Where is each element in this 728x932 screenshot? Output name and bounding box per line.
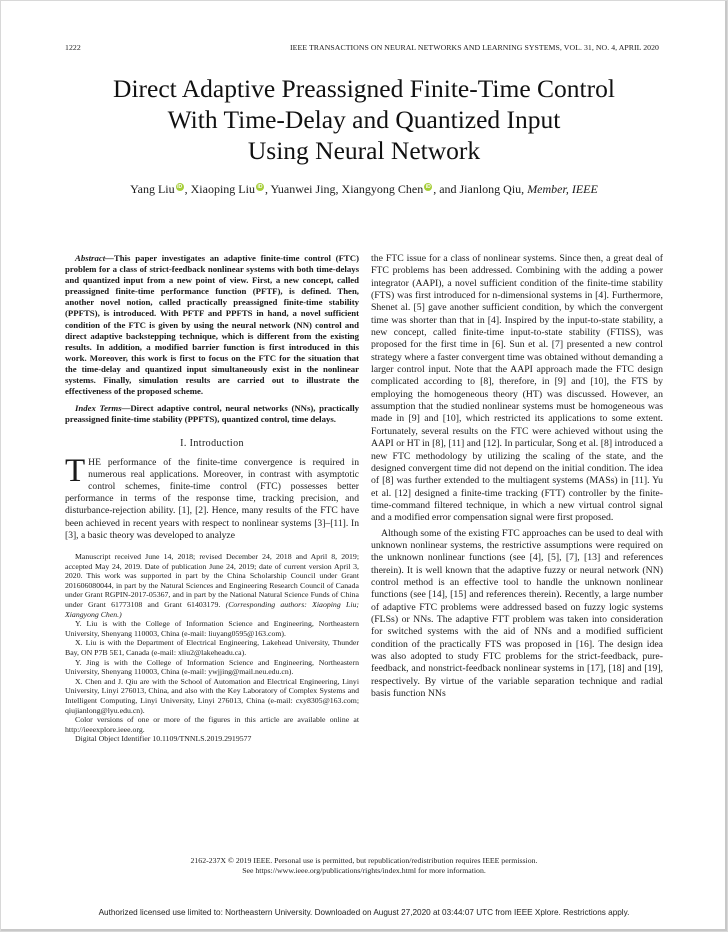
author-list: Yang Liu iD , Xiaoping Liu iD , Yuanwei Jing, Xiangyong Chen iD , and Jianlong Qiu, Member, IEEE	[130, 182, 598, 196]
index-terms	[65, 403, 359, 425]
footnote-affiliation: X. Chen and J. Qiu are with the School of Automation and Electrical Engineering, Linyi University, Linyi 276013, China, and also with the Key Laboratory of Complex Systems and Intelligent Computing, Linyi University, Linyi 276013, China (e-mail: cxy8305@163.com; qiujianlong@lyu.edu.cn).	[65, 676, 359, 715]
footnote-manuscript: Manuscript received June 14, 2018; revised December 24, 2018 and April 8, 2019; accepted May 24, 2019. Date of publication June 24, 2019; date of current version April 3, 2020. This work was supported in part by the China Scholarship Council under Grant 201606080044, in part by the Natural Sciences and Engineering Research Council of Canada under Grant RGPIN-2017-05367, and in part by the National Natural Science Funds of China under Grant 61773108 and Grant 61403179. (Corresponding authors: Xiaoping Liu; Xiangyong Chen.)	[65, 552, 359, 619]
index-terms-label: Index Terms—	[75, 403, 131, 414]
intro-text: HE performance of the finite-time convergence is required in numerous real applications. Moreover, in contrast with asymptotic control schemes, finite-time control (FTC) possesses better performance in terms of the response time, tracking precision, and disturbance-rejection ability. [1], [2]. Hence, many results of the FTC have been achieved in recent years with respect to nonlinear systems [3]–[11]. In [3], a basic theory was developed to analyze	[65, 456, 359, 541]
title-line-1: Direct Adaptive Preassigned Finite-Time Control	[113, 74, 615, 103]
footnote-affiliation: X. Liu is with the Department of Electrical Engineering, Lakehead University, Thunder Bay, ON P7B 5E1, Canada (e-mail: xliu2@lakeheadu.ca).	[65, 638, 359, 657]
author-name: Yang Liu	[130, 182, 175, 196]
orcid-icon[interactable]: iD	[425, 184, 431, 190]
page-number: 1222	[65, 43, 81, 52]
title-line-3: Using Neural Network	[247, 136, 481, 165]
copyright-notice	[65, 856, 663, 876]
drop-cap: T	[65, 452, 86, 489]
author-role: Member, IEEE	[527, 182, 598, 196]
authorized-use-notice: Authorized licensed use limited to: Northeastern University. Downloaded on August 27,2020 at 03:44:07 UTC from IEEE Xplore. Restrictions apply.	[98, 908, 630, 917]
title-line-2: With Time-Delay and Quantized Input	[167, 105, 561, 134]
footnote-doi: Digital Object Identifier 10.1109/TNNLS.2019.2919577	[75, 734, 252, 744]
author-name: Xiaoping Liu	[190, 182, 255, 196]
body-paragraph: Although some of the existing FTC approaches can be used to deal with unknown nonlinear systems, the restrictive assumptions were required on the unknown nonlinear functions (see [4], [5], [7], [13] and references therein). It is well known that the adaptive fuzzy or neural network (NN) control method is an effective tool to handle the unknown nonlinear functions (see [14], [15] and references therein). Recently, a large number of adaptive FTC problems were addressed based on fuzzy logic systems (FLSs) or NNs. The adaptive FTT problem was taken into consideration for switched systems with the aid of NNs and a modified sufficient condition of the practically FTS was proposed in [16]. The design idea was also adopted to study FTC problems for the strict-feedback, pure-feedback, and nonstrict-feedback nonlinear systems in [17], [18] and [19], respectively. By virtue of the variable separation technique and radial basis function NNs	[371, 527, 663, 700]
footnote-affiliation: Y. Liu is with the College of Information Science and Engineering, Northeastern University, Shenyang 110003, China (e-mail: liuyang0595@163.com).	[65, 619, 359, 638]
index-terms-text: Direct adaptive control, neural networks (NNs), practically preassigned finite-time stability (PPFTS), quantized control, time delays.	[65, 403, 359, 425]
intro-paragraph	[65, 452, 359, 542]
body-paragraph: the FTC issue for a class of nonlinear systems. Since then, a great deal of FTC problems has been addressed. Combining with the adding a power integrator (AAPI), a novel sufficient condition of the finite-time stability (FTS) was first introduced for n-dimensional systems in [4]. Furthermore, Shenet al. [5] gave another sufficient condition, by which the convergent time was shorter than that in [4]. Inspired by the input-to-state stability, a new concept, called finite-time input-to-state stability (FTISS), was proposed for the first time in [6]. Sun et al. [7] presented a new control strategy where a faster convergent time was obtained without demanding a larger control input. Note that the AAPI approach made the FTC design complicated according to [8], therefore, in [9] and [10], the FTS by employing the homogeneous theory (HT) was discussed. However, an assumption that the studied nonlinear systems must be homogeneous was made in [9] and [10], which restricted its applications to some extent. Fortunately, several results on the FTC were achieved without using the AAPI or HT in [8], [11] and [12]. In particular, Song et al. [8] introduced a new FTC methodology by utilizing the scaling of the state, and the designed convergent time did not depend on the initial condition. The idea of [8] was further extended to the multiagent systems (MASs) in [11]. Yu et al. [12] designed a finite-time tracking (FTT) controller by the finite-time-command filtered technique, in which a new virtual control signal and a modified error compensation signal were first proposed.	[371, 253, 663, 524]
orcid-icon[interactable]: iD	[257, 184, 263, 190]
corresponding-authors: (Corresponding authors: Xiaoping Liu; Xiangyong Chen.)	[65, 600, 359, 619]
section-heading: I. Introduction	[180, 438, 244, 450]
paper-title	[41, 73, 687, 166]
footnote-color-versions: Color versions of one or more of the figures in this article are available online at http://ieeexplore.ieee.org.	[65, 715, 359, 734]
abstract-label: Abstract—	[75, 253, 114, 263]
left-column	[65, 253, 359, 744]
author-name: Yuanwei Jing,	[270, 182, 339, 196]
abstract-text: This paper investigates an adaptive finite-time control (FTC) problem for a class of strict-feedback nonlinear systems with both time-delays and quantized input from a new point of view. First, a new concept, called preassigned finite-time performance function (PFTF), is defined. Then, another novel notion, called practically preassigned finite-time stability (PPFTS), is introduced. With PFTF and PPFTS in hand, a novel sufficient condition of the FTC is given by using the neural network (NN) control and direct adaptive backstepping technique, which is different from the existing results. In addition, a modified barrier function is first introduced in this work. Moreover, this work is first to focus on the FTC for the situation that the time-delay and quantized input simultaneously exist in the nonlinear systems. Finally, simulation results are carried out to illustrate the effectiveness of the proposed scheme.	[65, 253, 359, 397]
footnote-affiliation: Y. Jing is with the College of Information Science and Engineering, Northeastern University, Shenyang 110003, China (e-mail: ywjjing@mail.neu.edu.cn).	[65, 657, 359, 677]
copyright-line-2: See https://www.ieee.org/publications/rights/index.html for more information.	[242, 866, 486, 875]
right-column	[371, 253, 663, 700]
journal-name: IEEE TRANSACTIONS ON NEURAL NETWORKS AND LEARNING SYSTEMS, VOL. 31, NO. 4, APRIL 2020	[290, 43, 659, 52]
author-name: Xiangyong Chen	[341, 182, 424, 196]
author-name: and Jianlong Qiu,	[439, 182, 525, 196]
abstract	[65, 253, 359, 397]
copyright-line-1: 2162-237X © 2019 IEEE. Personal use is permitted, but republication/redistribution requires IEEE permission.	[190, 856, 538, 865]
orcid-icon[interactable]: iD	[177, 184, 183, 190]
